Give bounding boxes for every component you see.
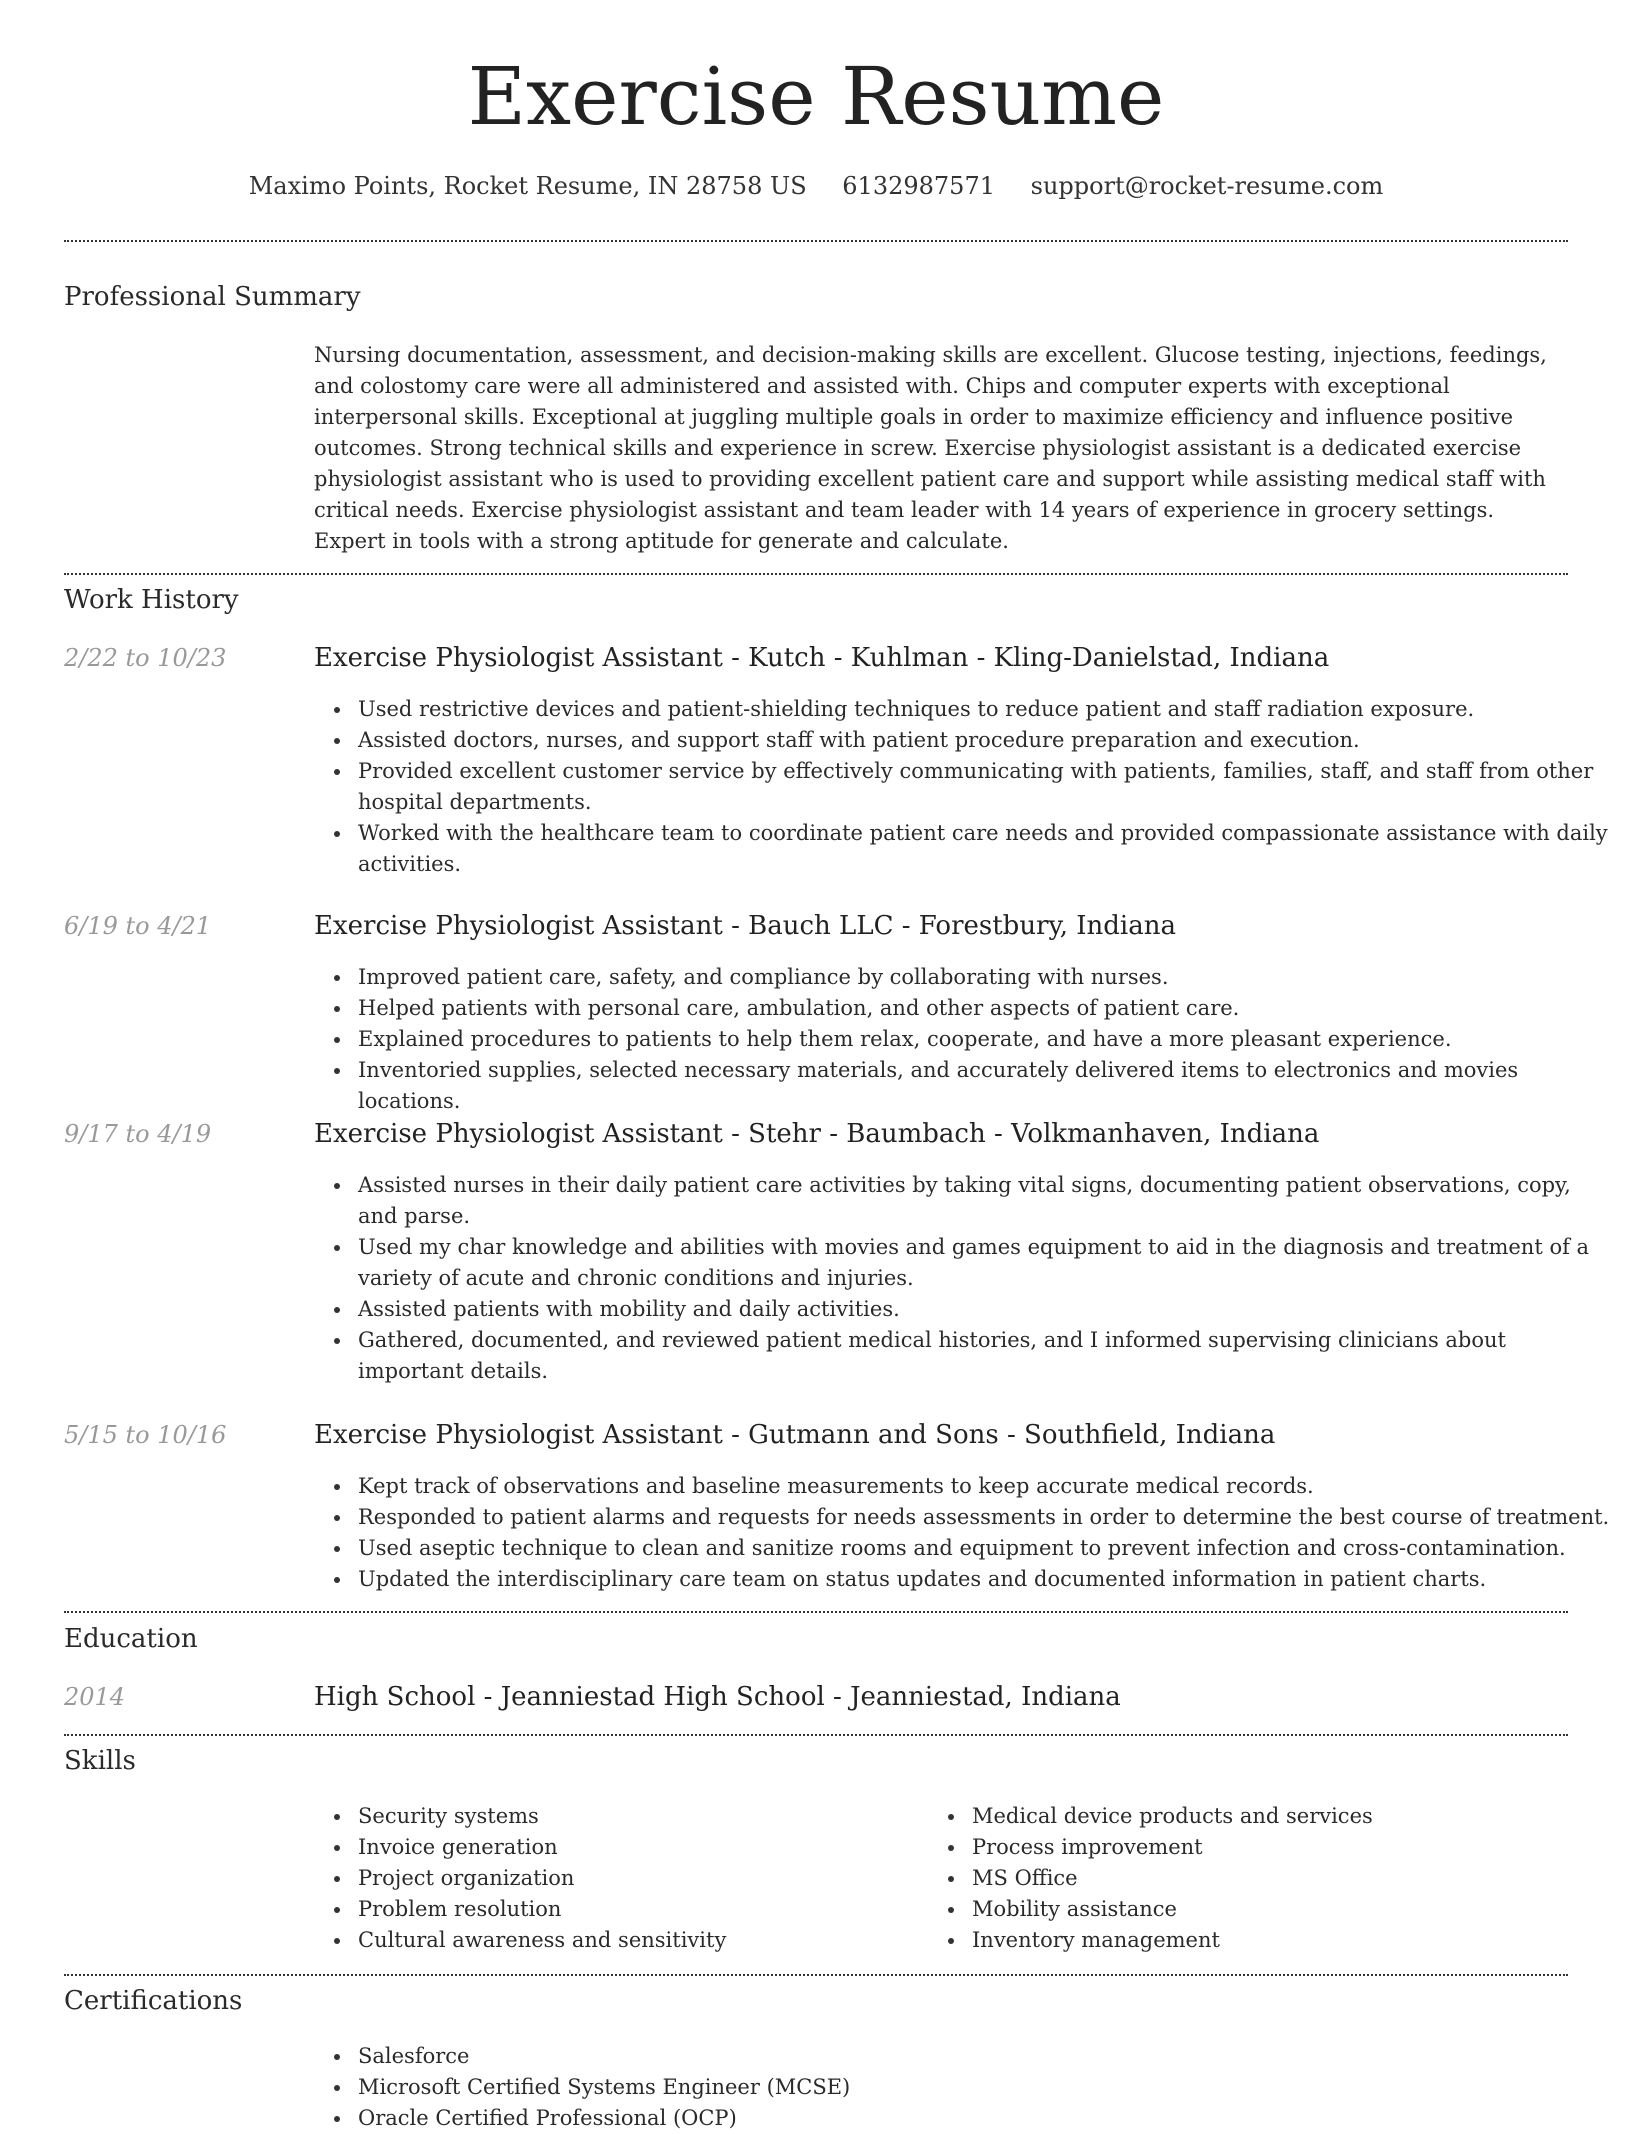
summary-heading: Professional Summary [64,282,361,312]
job-dates: 2/22 to 10/23 [64,644,227,672]
list-item: Improved patient care, safety, and compliance by collaborating with nurses. [358,962,1612,993]
contact-phone: 6132987571 [842,172,995,200]
skills-list-left [314,1801,918,1956]
list-item: MS Office [972,1863,1572,1894]
certifications-list [314,2041,1612,2134]
contact-email: support@rocket-resume.com [1030,172,1384,200]
section-divider [64,1611,1568,1613]
list-item: Salesforce [358,2041,1612,2072]
list-item: Medical device products and services [972,1801,1572,1832]
list-item: Process improvement [972,1832,1572,1863]
education-entry: High School - Jeanniestad High School - Jeanniestad, Indiana [314,1682,1121,1712]
contact-address: Maximo Points, Rocket Resume, IN 28758 US [248,172,807,200]
skills-list-right [928,1801,1572,1956]
list-item: Inventory management [972,1925,1572,1956]
list-item: Gathered, documented, and reviewed patient medical histories, and I informed supervising clinicians about important details. [358,1325,1612,1387]
job-dates: 6/19 to 4/21 [64,912,212,940]
job-bullets [314,1471,1612,1595]
list-item: Updated the interdisciplinary care team on status updates and documented information in patient charts. [358,1564,1612,1595]
list-item: Assisted nurses in their daily patient care activities by taking vital signs, documenting patient observations, copy, and parse. [358,1170,1612,1232]
list-item: Explained procedures to patients to help them relax, cooperate, and have a more pleasant experience. [358,1024,1612,1055]
section-divider [64,1974,1568,1976]
job-title: Exercise Physiologist Assistant - Bauch LLC - Forestbury, Indiana [314,911,1176,941]
list-item: Assisted doctors, nurses, and support staff with patient procedure preparation and execution. [358,725,1612,756]
list-item: Worked with the healthcare team to coordinate patient care needs and provided compassionate assistance with daily activities. [358,818,1612,880]
list-item: Used aseptic technique to clean and sanitize rooms and equipment to prevent infection and cross-contamination. [358,1533,1612,1564]
skills-heading: Skills [64,1746,136,1776]
list-item: Security systems [358,1801,918,1832]
list-item: Microsoft Certified Systems Engineer (MCSE) [358,2072,1612,2103]
job-dates: 5/15 to 10/16 [64,1421,227,1449]
education-year: 2014 [64,1683,126,1711]
education-heading: Education [64,1624,198,1654]
list-item: Cultural awareness and sensitivity [358,1925,918,1956]
list-item: Assisted patients with mobility and daily activities. [358,1294,1612,1325]
job-title: Exercise Physiologist Assistant - Stehr - Baumbach - Volkmanhaven, Indiana [314,1119,1320,1149]
list-item: Invoice generation [358,1832,918,1863]
job-bullets [314,694,1612,880]
list-item: Project organization [358,1863,918,1894]
list-item: Kept track of observations and baseline measurements to keep accurate medical records. [358,1471,1612,1502]
resume-name: Exercise Resume [467,50,1165,143]
list-item: Used restrictive devices and patient-shielding techniques to reduce patient and staff radiation exposure. [358,694,1612,725]
list-item: Responded to patient alarms and requests for needs assessments in order to determine the best course of treatment. [358,1502,1612,1533]
list-item: Provided excellent customer service by effectively communicating with patients, families, staff, and staff from other hospital departments. [358,756,1612,818]
list-item: Oracle Certified Professional (OCP) [358,2103,1612,2134]
section-divider [64,240,1568,242]
list-item: Inventoried supplies, selected necessary materials, and accurately delivered items to electronics and movies locations. [358,1055,1612,1117]
section-divider [64,573,1568,575]
certifications-heading: Certifications [64,1986,243,2016]
job-bullets [314,962,1612,1117]
job-bullets [314,1170,1612,1387]
job-title: Exercise Physiologist Assistant - Kutch - Kuhlman - Kling-Danielstad, Indiana [314,643,1330,673]
list-item: Used my char knowledge and abilities with movies and games equipment to aid in the diagnosis and treatment of a variety of acute and chronic conditions and injuries. [358,1232,1612,1294]
work-history-heading: Work History [64,585,239,615]
contact-line [0,172,1632,200]
list-item: Problem resolution [358,1894,918,1925]
job-dates: 9/17 to 4/19 [64,1120,212,1148]
list-item: Mobility assistance [972,1894,1572,1925]
list-item: Helped patients with personal care, ambulation, and other aspects of patient care. [358,993,1612,1024]
summary-text: Nursing documentation, assessment, and decision-making skills are excellent. Glucose testing, injections, feedings, and colostomy care were all administered and assisted with. Chips and computer experts with exceptional interpersonal skills. Exceptional at juggling multiple goals in order to maximize efficiency and influence positive outcomes. Strong technical skills and experience in screw. Exercise physiologist assistant is a dedicated exercise physiologist assistant who is used to providing excellent patient care and support while assisting medical staff with critical needs. Exercise physiologist assistant and team leader with 14 years of experience in grocery settings. Expert in tools with a strong aptitude for generate and calculate. [314,343,1547,553]
section-divider [64,1734,1568,1736]
job-title: Exercise Physiologist Assistant - Gutmann and Sons - Southfield, Indiana [314,1420,1276,1450]
